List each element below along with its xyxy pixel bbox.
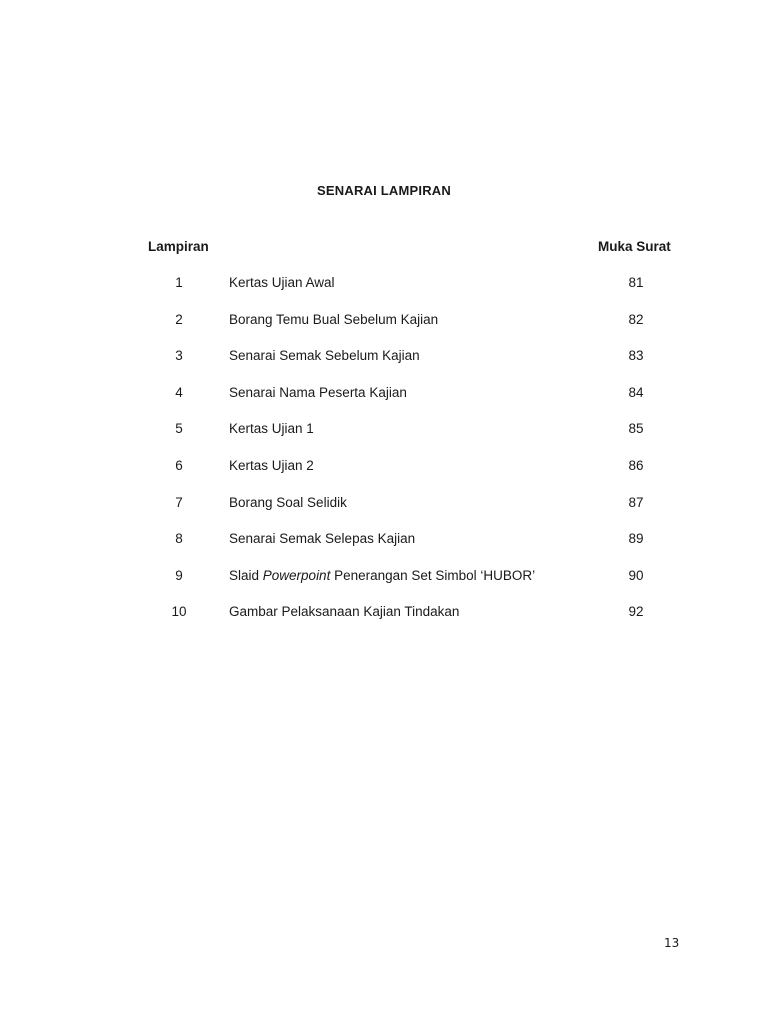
appendix-page: 92 bbox=[628, 604, 644, 620]
appendix-description: Kertas Ujian 1 bbox=[229, 421, 314, 437]
appendix-description: Kertas Ujian Awal bbox=[229, 275, 335, 290]
appendix-description: Borang Temu Bual Sebelum Kajian bbox=[229, 311, 439, 327]
appendix-page: 85 bbox=[628, 421, 644, 437]
list-item bbox=[0, 604, 768, 641]
appendix-number: 1 bbox=[175, 275, 183, 290]
appendix-page: 84 bbox=[628, 384, 644, 400]
appendix-number: 6 bbox=[175, 457, 183, 473]
list-item bbox=[0, 458, 768, 495]
appendix-description: Gambar Pelaksanaan Kajian Tindakan bbox=[229, 604, 460, 620]
appendix-description: Senarai Nama Peserta Kajian bbox=[229, 384, 407, 400]
appendix-number: 8 bbox=[175, 531, 183, 547]
appendix-number: 9 bbox=[175, 567, 183, 583]
appendix-number: 4 bbox=[175, 384, 183, 400]
appendix-page: 83 bbox=[628, 348, 644, 364]
appendix-number: 3 bbox=[175, 348, 183, 364]
list-item bbox=[0, 531, 768, 568]
list-item bbox=[0, 312, 768, 349]
list-item bbox=[0, 385, 768, 422]
appendix-description: Kertas Ujian 2 bbox=[229, 457, 314, 473]
appendix-number: 10 bbox=[171, 604, 187, 620]
appendix-number: 7 bbox=[175, 494, 183, 510]
list-item bbox=[0, 568, 768, 605]
list-item bbox=[0, 348, 768, 385]
appendix-description: Senarai Semak Selepas Kajian bbox=[229, 531, 416, 547]
appendix-page: 87 bbox=[628, 494, 644, 510]
column-header-muka-surat: Muka Surat bbox=[598, 239, 671, 254]
appendix-page: 82 bbox=[628, 311, 644, 327]
appendix-page: 89 bbox=[628, 531, 644, 547]
appendix-description: Slaid Powerpoint Penerangan Set Simbol ‘HUBOR’ bbox=[229, 567, 536, 583]
list-item bbox=[0, 495, 768, 532]
appendix-page: 90 bbox=[628, 567, 644, 583]
page-number: 13 bbox=[664, 936, 680, 950]
list-item bbox=[0, 275, 768, 312]
appendix-list bbox=[0, 275, 768, 641]
column-header-lampiran: Lampiran bbox=[148, 239, 209, 254]
appendix-number: 2 bbox=[175, 311, 183, 327]
appendix-description: Borang Soal Selidik bbox=[229, 494, 347, 510]
list-item bbox=[0, 421, 768, 458]
page-title: SENARAI LAMPIRAN bbox=[317, 183, 451, 198]
appendix-description: Senarai Semak Sebelum Kajian bbox=[229, 348, 420, 364]
appendix-page: 81 bbox=[628, 275, 644, 290]
appendix-page: 86 bbox=[628, 457, 644, 473]
appendix-number: 5 bbox=[175, 421, 183, 437]
